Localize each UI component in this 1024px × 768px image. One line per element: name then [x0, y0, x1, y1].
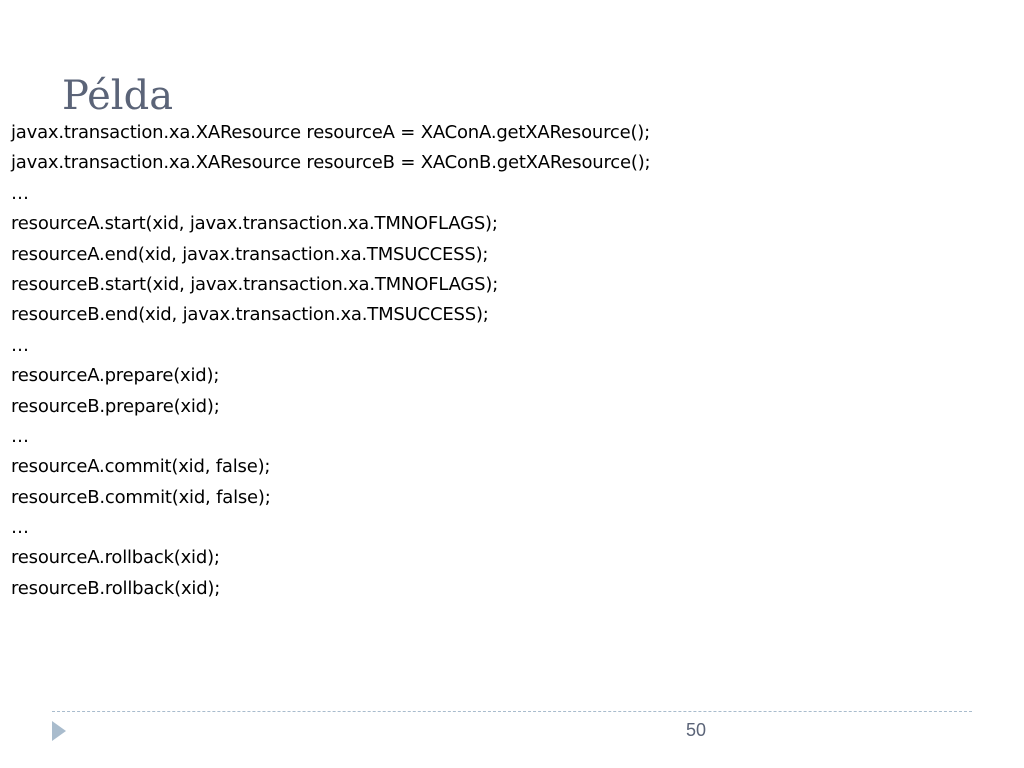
code-line: … — [11, 517, 29, 539]
code-line: resourceB.start(xid, javax.transaction.xa.TMNOFLAGS); — [11, 273, 499, 295]
footer-divider — [52, 711, 972, 712]
triangle-right-icon — [52, 721, 66, 741]
code-line: resourceA.commit(xid, false); — [11, 456, 271, 478]
code-line: … — [11, 334, 29, 356]
code-line: resourceA.start(xid, javax.transaction.xa.TMNOFLAGS); — [11, 213, 498, 235]
code-line: resourceA.rollback(xid); — [11, 547, 220, 569]
code-listing — [11, 118, 650, 604]
page-number: 50 — [685, 720, 706, 740]
code-line: … — [11, 182, 29, 204]
code-line: resourceB.rollback(xid); — [11, 577, 221, 599]
code-line: resourceB.commit(xid, false); — [11, 486, 271, 508]
code-line: resourceB.prepare(xid); — [11, 395, 220, 417]
code-line: resourceB.end(xid, javax.transaction.xa.TMSUCCESS); — [11, 304, 489, 326]
code-line: javax.transaction.xa.XAResource resourceB = XAConB.getXAResource(); — [11, 152, 651, 174]
slide-title: Példa — [62, 73, 174, 119]
code-line: javax.transaction.xa.XAResource resourceA = XAConA.getXAResource(); — [11, 122, 650, 143]
code-line: … — [11, 425, 29, 447]
code-line: resourceA.end(xid, javax.transaction.xa.TMSUCCESS); — [11, 243, 489, 265]
code-line: resourceA.prepare(xid); — [11, 365, 220, 387]
